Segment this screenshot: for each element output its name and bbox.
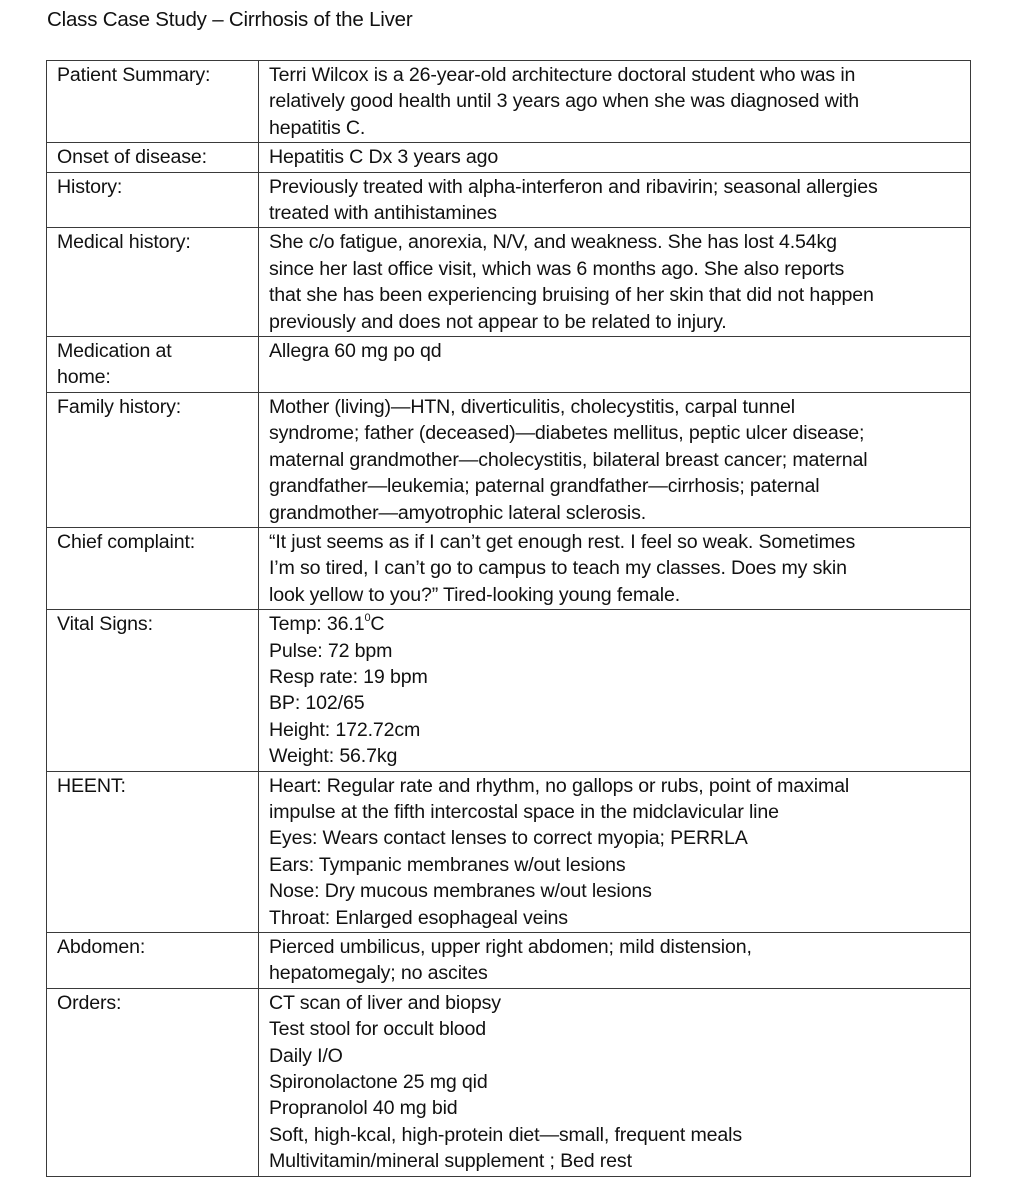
text-line: hepatitis C. [269,116,366,139]
row-label: Orders: [47,988,259,1176]
text-line: Nose: Dry mucous membranes w/out lesions [269,880,652,903]
row-value [259,61,971,143]
row-value [259,228,971,337]
text-line: that she has been experiencing bruising of her skin that did not happen [269,284,874,307]
text-line: Resp rate: 19 bpm [269,665,428,688]
text-line: grandfather—leukemia; paternal grandfather—cirrhosis; paternal [269,475,820,498]
text-line: She c/o fatigue, anorexia, N/V, and weakness. She has lost 4.54kg [269,231,837,254]
text-line: Throat: Enlarged esophageal veins [269,906,568,929]
row-value [259,771,971,932]
text-line: hepatomegaly; no ascites [269,962,488,985]
text-line: syndrome; father (deceased)—diabetes mellitus, peptic ulcer disease; [269,422,865,445]
text-line: Hepatitis C Dx 3 years ago [269,146,499,169]
row-value [259,143,971,172]
text-line: Height: 172.72cm [269,718,421,741]
row-value [259,172,971,228]
text-line: Ears: Tympanic membranes w/out lesions [269,853,626,876]
table-row [47,143,971,172]
text-line: look yellow to you?” Tired-looking young female. [269,583,681,606]
row-value [259,933,971,989]
text-line: Spironolactone 25 mg qid [269,1071,488,1094]
temp-value: Temp: 36.1 [269,613,365,636]
text-line: BP: 102/65 [269,692,365,715]
text-line: grandmother—amyotrophic lateral sclerosis. [269,501,647,524]
row-value [259,527,971,609]
text-line: “It just seems as if I can’t get enough rest. I feel so weak. Sometimes [269,530,856,553]
text-line: Daily I/O [269,1044,343,1067]
text-line: Propranolol 40 mg bid [269,1097,458,1120]
row-value [259,988,971,1176]
text-line: Pierced umbilicus, upper right abdomen; mild distension, [269,936,752,958]
table-row [47,771,971,932]
row-label: History: [47,172,259,228]
row-label: Onset of disease: [47,143,259,172]
text-line: previously and does not appear to be related to injury. [269,310,727,333]
text-line: CT scan of liver and biopsy [269,991,501,1014]
row-value [259,392,971,527]
text-line: Allegra 60 mg po qd [269,340,442,363]
row-label: HEENT: [47,771,259,932]
row-value [259,610,971,771]
text-line: Pulse: 72 bpm [269,639,393,662]
row-label: Chief complaint: [47,527,259,609]
text-line: Weight: 56.7kg [269,745,398,768]
text-line: Terri Wilcox is a 26-year-old architecture doctoral student who was in [269,64,856,86]
text-line: Previously treated with alpha-interferon and ribavirin; seasonal allergies [269,175,878,198]
row-label: Patient Summary: [47,61,259,143]
table-row [47,392,971,527]
text-line: impulse at the fifth intercostal space in the midclavicular line [269,800,779,823]
text-line: Mother (living)—HTN, diverticulitis, cholecystitis, carpal tunnel [269,395,795,418]
row-label [47,337,259,393]
row-label-text: Medication at home: [57,340,172,389]
table-row [47,228,971,337]
table-row [47,527,971,609]
table-row [47,988,971,1176]
table-row [47,337,971,393]
row-label: Family history: [47,392,259,527]
row-label: Abdomen: [47,933,259,989]
text-line: maternal grandmother—cholecystitis, bilateral breast cancer; maternal [269,448,868,471]
page-title: Class Case Study – Cirrhosis of the Liver [47,8,413,31]
text-line: Soft, high-kcal, high-protein diet—small, frequent meals [269,1123,742,1146]
text-line: Eyes: Wears contact lenses to correct myopia; PERRLA [269,827,748,850]
row-value [259,337,971,393]
text-line: relatively good health until 3 years ago when she was diagnosed with [269,90,859,113]
text-line: Multivitamin/mineral supplement ; Bed rest [269,1150,632,1173]
temp-unit: C [370,613,385,636]
row-label: Medical history: [47,228,259,337]
text-line: Heart: Regular rate and rhythm, no gallops or rubs, point of maximal [269,774,850,797]
text-line: treated with antihistamines [269,202,497,225]
table-row [47,610,971,771]
text-line: I’m so tired, I can’t go to campus to teach my classes. Does my skin [269,557,847,580]
case-study-table [46,60,971,1177]
degree-mark: 0 [364,611,371,624]
table-row [47,933,971,989]
text-line: Test stool for occult blood [269,1018,487,1041]
table-row [47,172,971,228]
temp-line [269,611,964,637]
text-line: since her last office visit, which was 6 months ago. She also reports [269,257,845,280]
table-row [47,61,971,143]
row-label: Vital Signs: [47,610,259,771]
